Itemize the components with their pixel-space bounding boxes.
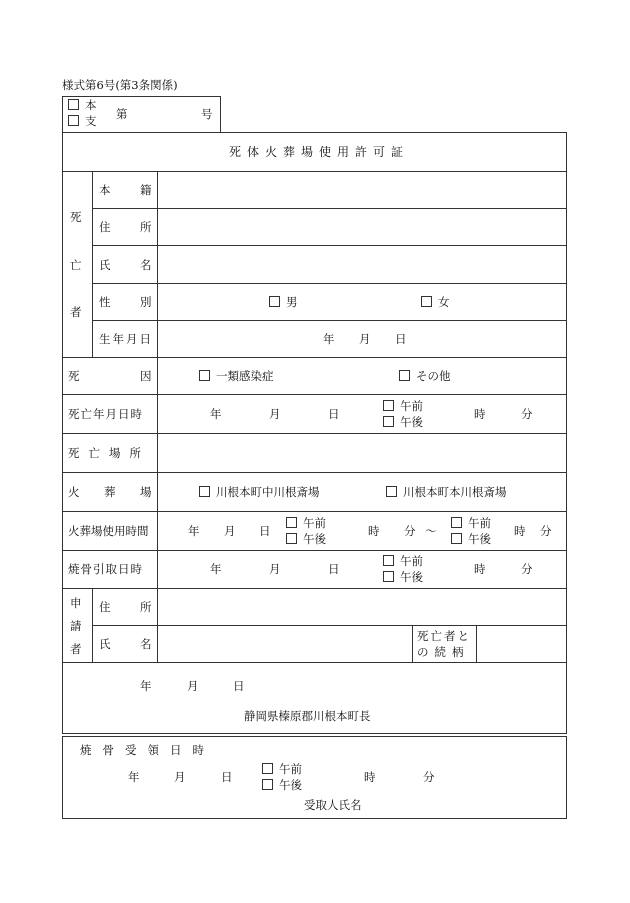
crematory-label-c: 場 (140, 485, 152, 499)
usage-day: 日 (259, 524, 271, 538)
name-label-a: 氏 (99, 258, 111, 272)
checkbox-icon (451, 533, 462, 544)
receipt-month: 月 (174, 770, 186, 784)
crematory-label-a: 火 (68, 485, 80, 499)
checkbox-icon (386, 486, 397, 497)
checkbox-icon (286, 517, 297, 528)
form-number-label: 様式第6号(第3条関係) (62, 78, 178, 92)
checkbox-icon (286, 533, 297, 544)
bone-pickup-label: 焼骨引取日時 (68, 562, 143, 576)
sex-label-b: 別 (140, 295, 152, 309)
receiver-name-label: 受取人氏名 (304, 798, 362, 812)
usage-month: 月 (224, 524, 236, 538)
usage-start-am-option[interactable]: 午前 (286, 516, 326, 530)
checkbox-icon (199, 486, 210, 497)
deceased-group-char-1: 死 (70, 210, 82, 224)
applicant-group-char-1: 申 (70, 596, 82, 610)
applicant-address-field[interactable] (158, 589, 566, 625)
usage-time-label: 火葬場使用時間 (68, 524, 149, 538)
death-pm-option[interactable]: 午後 (383, 415, 423, 429)
office-option-branch[interactable]: 支 (68, 114, 97, 128)
checkbox-icon (383, 416, 394, 427)
address-field[interactable] (158, 209, 566, 245)
receipt-am-option[interactable]: 午前 (262, 762, 302, 776)
pickup-day: 日 (328, 562, 340, 576)
usage-start-pm-option[interactable]: 午後 (286, 532, 326, 546)
deceased-group-char-3: 者 (70, 305, 82, 319)
dob-month: 月 (359, 332, 371, 346)
issue-month: 月 (187, 679, 199, 693)
death-place-field[interactable] (158, 434, 566, 472)
receipt-label: 焼骨受領日時 (80, 743, 215, 757)
receipt-pm-option[interactable]: 午後 (262, 778, 302, 792)
pickup-am-option[interactable]: 午前 (383, 554, 423, 568)
honseki-label-b: 籍 (140, 183, 152, 197)
pickup-minute: 分 (521, 562, 533, 576)
usage-start-minute: 分 (404, 524, 416, 538)
crematory-label-b: 葬 (104, 485, 116, 499)
usage-end-hour: 時 (514, 524, 526, 538)
pickup-pm-option[interactable]: 午後 (383, 570, 423, 584)
death-month: 月 (269, 407, 281, 421)
honseki-label-a: 本 (99, 183, 111, 197)
checkbox-icon (383, 400, 394, 411)
dob-label: 生年月日 (99, 332, 153, 346)
dob-year: 年 (323, 332, 335, 346)
relation-field[interactable] (477, 626, 566, 662)
office-option-main[interactable]: 本 (68, 98, 97, 112)
death-minute: 分 (521, 407, 533, 421)
death-datetime-label: 死亡年月日時 (68, 407, 143, 421)
receipt-hour: 時 (364, 770, 376, 784)
issuer-name: 静岡県榛原郡川根本町長 (244, 709, 371, 723)
applicant-name-label-a: 氏 (99, 637, 111, 651)
name-field[interactable] (158, 246, 566, 283)
issue-day: 日 (233, 679, 245, 693)
death-hour: 時 (474, 407, 486, 421)
dob-day: 日 (395, 332, 407, 346)
sex-option-female[interactable]: 女 (421, 295, 450, 309)
checkbox-icon (451, 517, 462, 528)
usage-end-am-option[interactable]: 午前 (451, 516, 491, 530)
applicant-address-label-b: 所 (140, 600, 152, 614)
pickup-year: 年 (210, 562, 222, 576)
issue-year: 年 (140, 679, 152, 693)
checkbox-icon (269, 296, 280, 307)
checkbox-icon (421, 296, 432, 307)
cause-option-infectious[interactable]: 一類感染症 (199, 369, 274, 383)
address-label-a: 住 (99, 220, 111, 234)
usage-year: 年 (188, 524, 200, 538)
death-place-label: 死亡場所 (68, 446, 150, 460)
pickup-hour: 時 (474, 562, 486, 576)
applicant-address-label-a: 住 (99, 600, 111, 614)
crematory-option-nakakawane[interactable]: 川根本町中川根斎場 (199, 485, 320, 499)
sex-option-male[interactable]: 男 (269, 295, 298, 309)
checkbox-icon (399, 370, 410, 381)
pickup-month: 月 (269, 562, 281, 576)
receipt-minute: 分 (423, 770, 435, 784)
death-day: 日 (328, 407, 340, 421)
receipt-year: 年 (128, 770, 140, 784)
address-label-b: 所 (140, 220, 152, 234)
number-prefix: 第 (116, 107, 128, 121)
checkbox-icon (383, 555, 394, 566)
applicant-group-char-2: 請 (70, 619, 82, 633)
sex-label-a: 性 (99, 295, 111, 309)
usage-range-tilde: ～ (425, 524, 437, 538)
usage-end-pm-option[interactable]: 午後 (451, 532, 491, 546)
name-label-b: 名 (140, 258, 152, 272)
form-title: 死体火葬場使用許可証 (229, 145, 410, 159)
checkbox-icon (262, 763, 273, 774)
checkbox-icon (199, 370, 210, 381)
cause-option-other[interactable]: その他 (399, 369, 451, 383)
honseki-field[interactable] (158, 172, 566, 208)
death-am-option[interactable]: 午前 (383, 399, 423, 413)
applicant-group-char-3: 者 (70, 642, 82, 656)
relation-label-line2: の続柄 (417, 645, 470, 659)
applicant-name-field[interactable] (158, 626, 412, 662)
crematory-option-honkawane[interactable]: 川根本町本川根斎場 (386, 485, 507, 499)
receipt-day: 日 (221, 770, 233, 784)
cause-label-b: 因 (140, 369, 152, 383)
usage-end-minute: 分 (540, 524, 552, 538)
checkbox-icon (383, 571, 394, 582)
death-year: 年 (210, 407, 222, 421)
checkbox-icon (68, 115, 79, 126)
deceased-group-char-2: 亡 (70, 258, 82, 272)
cause-label-a: 死 (68, 369, 80, 383)
applicant-name-label-b: 名 (140, 637, 152, 651)
number-suffix: 号 (201, 107, 213, 121)
checkbox-icon (262, 779, 273, 790)
checkbox-icon (68, 99, 79, 110)
relation-label-line1: 死亡者と (417, 629, 471, 643)
usage-start-hour: 時 (368, 524, 380, 538)
